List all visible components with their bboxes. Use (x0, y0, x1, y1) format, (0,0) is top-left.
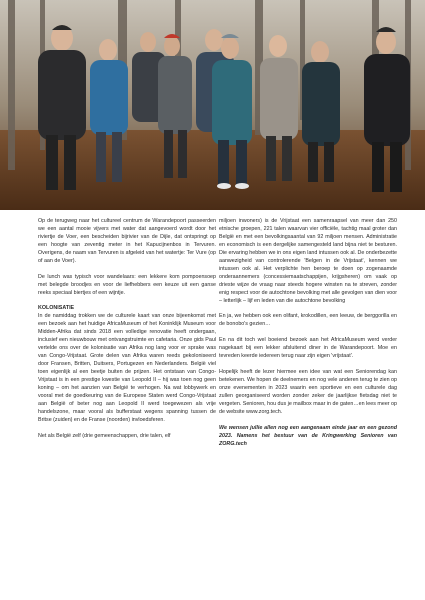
paragraph: miljoen inwoners) is de Vrijstaat een samenraapsel van meer dan 250 etnische groepen, 221 talen waarvan vier officiële, tachtig maal groter dan België en met een bevolkingsaantal van 92 miljoen mensen. Administratie en economisch is een dergelijke samengesteld land bijna niet te besturen. Die ervaring hebben we in ons eigen land intussen ook al. De onderbezette aanwezigheid van controlerende 'Belgen in de Vrijstaat', kennen we intussen ook al. Het verplichte hen beroep te doen op zogenaamde onderaannemers (concessiemaatschappijen, krijgsheren) om vaak op drieste wijze de vraag naar steeds hogere winsten na te streven, zonder enig respect voor de autochtone bevolking met alle gevolgen van dien voor – letterlijk – lijf en leden van die autochtone bevolking (219, 218, 397, 304)
text-column-left (38, 218, 216, 449)
paragraph: In de namiddag trokken we de culturele kaart van onze bijeenkomst met een bezoek aan het huidige AfricaMuseum of het Koninklijk Museum voor Midden-Afrika dat sinds 2018 een volledige renovatie heeft ondergaan, inclusief een nieuwbouw met ontvangstruimte en cafetaria. Onze gids Paul vertelde ons over de kolonisatie van Afrika nog lang voor er sprake was van Congo-Vrijstaat. Grote delen van Afrika waren reeds gekoloniseerd door Fransen, Britten, Duitsers, Portugezen en Nederlanders. België viel toen eigenlijk al een beetje buiten de prijzen. Het ontstaan van Congo-Vrijstaat is in een prestige kwestie van Leopold II – hij was toen nog geen koning – om het aanzien van België te verhogen. Na wat lobbywerk en vooral met de goedkeuring van de Europese Staten werd Congo-Vrijstaat aan België of beter nog aan Leopold II werd toegewezen als vrije handelszone, maar vooral als bufferstaat wegens spanning tussen de Britse (zuiden) en de Franse (noorden) invloedsferen. (38, 313, 216, 423)
paragraph: En na dit toch wel boeiend bezoek aan het AfricaMuseum werd verder nagekaart bij een lekker afsluitend diner in de Warandepoort. Moe en tevreden keerde iedereen terug naar zijn eigen 'vrijstaat'. (219, 337, 397, 360)
paragraph: De lunch was typisch voor wandelaars: een lekkere kom pompoensoep met belegde broodjes en voor de liefhebbers een keuze uit een ganse reeks speciaal biertjes of een wijntje. (38, 273, 216, 296)
text-column-right (219, 218, 397, 457)
paragraph: Hopelijk heeft de lezer hiermee een idee van wat een Seniorendag kan betekenen. We hopen de deelnemers en nog vele anderen terug te zien op onze evenementen in 2023 waarin een sportieve en een culturele dag zullen georganiseerd worden zonder zeker de jaarlijkse fietsdag niet te vergeten. Senioren, hou dus je mailbox maar in de gaten…en lees meer op de website www.zorg.tech. (219, 369, 397, 415)
paragraph: En ja, we hebben ook een olifant, krokodillen, een leeuw, de berggorilla en de bonobo's gezien… (219, 313, 397, 328)
section-heading: KOLONISATIE (38, 305, 75, 312)
group-photo (0, 0, 425, 210)
group-photo-in-forest-icon (0, 0, 425, 210)
closing-message: We wensen jullie allen nog een aangenaam einde jaar en een gezond 2023. Namens het bestuur van de Kringwerking Senioren van ZORG.tech (219, 424, 397, 447)
paragraph: Net als België zelf (drie gemeenschappen, drie talen, elf (38, 432, 171, 439)
paragraph: Op de terugweg naar het cultureel centrum de Warandepoort passeerden we een aantal mooie vijvers met water dat aangevoerd wordt door het riviertje de Voer, een bescheiden bijrivier van de Dijle, dat ontspringt op een hoogte van zeventig meter in het Kapucijnenbos in Tervuren. Overigens, de naam van Tervuren is afgeleid van het watertje: Ter Vure (op of aan de Voer). (38, 218, 216, 264)
